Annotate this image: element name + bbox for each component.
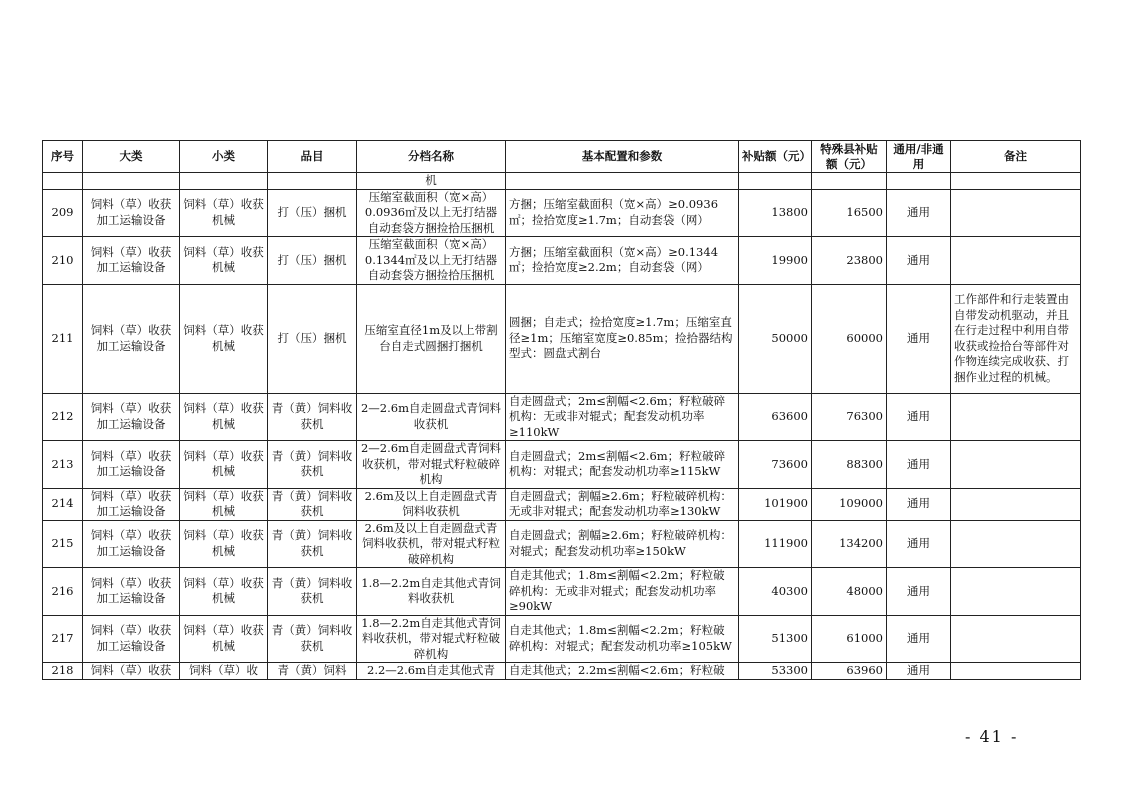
row-special-subsidy: 88300	[812, 441, 887, 489]
row-subcategory: 饲料（草）收获机械	[180, 284, 268, 393]
row-special-subsidy: 61000	[812, 615, 887, 663]
row-item: 打（压）捆机	[268, 189, 357, 237]
row-no: 209	[43, 189, 83, 237]
row-general: 通用	[887, 393, 951, 441]
row-config: 自走圆盘式；2m≤割幅<2.6m；籽粒破碎机构：对辊式；配套发动机功率≥115kW	[506, 441, 739, 489]
table-row	[43, 615, 1081, 663]
row-config: 方捆；压缩室截面积（宽×高）≥0.1344㎡；捡拾宽度≥2.2m；自动套袋（网）	[506, 237, 739, 285]
row-special-subsidy: 60000	[812, 284, 887, 393]
row-remark: 工作部件和行走装置由自带发动机驱动，并且在行走过程中利用自带收获或捡拾台等部件对作物连续完成收获、打捆作业过程的机械。	[951, 284, 1081, 393]
row-config: 自走圆盘式；割幅≥2.6m；籽粒破碎机构：对辊式；配套发动机功率≥150kW	[506, 520, 739, 568]
row-config: 自走其他式；2.2m≤割幅<2.6m；籽粒破	[506, 663, 739, 680]
row-subsidy: 51300	[739, 615, 812, 663]
row-category: 饲料（草）收获加工运输设备	[83, 237, 180, 285]
row-subcategory: 饲料（草）收获机械	[180, 520, 268, 568]
row-subsidy: 53300	[739, 663, 812, 680]
row-subcategory: 饲料（草）收获机械	[180, 441, 268, 489]
row-general: 通用	[887, 488, 951, 520]
header-subsidy: 补贴额（元）	[739, 141, 812, 173]
row-category: 饲料（草）收获加工运输设备	[83, 441, 180, 489]
row-subcategory: 饲料（草）收获机械	[180, 615, 268, 663]
row-remark	[951, 568, 1081, 616]
header-row	[43, 141, 1081, 173]
row-tier: 压缩室截面积（宽×高）0.0936㎡及以上无打结器自动套袋方捆捡拾压捆机	[357, 189, 506, 237]
row-tier: 压缩室直径1m及以上带割台自走式圆捆打捆机	[357, 284, 506, 393]
table-row	[43, 237, 1081, 285]
continuation-row	[43, 173, 1081, 190]
row-subsidy: 40300	[739, 568, 812, 616]
row-config: 自走圆盘式；2m≤割幅<2.6m；籽粒破碎机构：无或非对辊式；配套发动机功率≥110kW	[506, 393, 739, 441]
row-general: 通用	[887, 615, 951, 663]
row-general: 通用	[887, 520, 951, 568]
row-category: 饲料（草）收获加工运输设备	[83, 393, 180, 441]
row-subsidy: 111900	[739, 520, 812, 568]
table-row	[43, 284, 1081, 393]
row-special-subsidy: 76300	[812, 393, 887, 441]
continuation-text: 机	[357, 173, 506, 190]
header-subcategory: 小类	[180, 141, 268, 173]
row-subcategory: 饲料（草）收获机械	[180, 568, 268, 616]
row-item: 青（黄）饲料收获机	[268, 615, 357, 663]
table-row	[43, 663, 1081, 680]
row-item: 打（压）捆机	[268, 284, 357, 393]
row-no: 216	[43, 568, 83, 616]
row-subcategory: 饲料（草）收	[180, 663, 268, 680]
subsidy-table	[42, 140, 1081, 680]
row-subcategory: 饲料（草）收获机械	[180, 237, 268, 285]
page-number: - 41 -	[965, 727, 1019, 746]
header-no: 序号	[43, 141, 83, 173]
row-config: 自走圆盘式；割幅≥2.6m；籽粒破碎机构：无或非对辊式；配套发动机功率≥130kW	[506, 488, 739, 520]
row-item: 青（黄）饲料收获机	[268, 441, 357, 489]
row-remark	[951, 615, 1081, 663]
row-general: 通用	[887, 568, 951, 616]
row-no: 213	[43, 441, 83, 489]
row-category: 饲料（草）收获加工运输设备	[83, 488, 180, 520]
row-special-subsidy: 23800	[812, 237, 887, 285]
row-special-subsidy: 63960	[812, 663, 887, 680]
header-item: 品目	[268, 141, 357, 173]
row-category: 饲料（草）收获	[83, 663, 180, 680]
row-remark	[951, 520, 1081, 568]
table-row	[43, 441, 1081, 489]
row-special-subsidy: 109000	[812, 488, 887, 520]
header-tier: 分档名称	[357, 141, 506, 173]
row-item: 青（黄）饲料收获机	[268, 393, 357, 441]
row-category: 饲料（草）收获加工运输设备	[83, 189, 180, 237]
row-tier: 1.8—2.2m自走其他式青饲料收获机	[357, 568, 506, 616]
header-general: 通用/非通用	[887, 141, 951, 173]
header-remark: 备注	[951, 141, 1081, 173]
row-tier: 2.2—2.6m自走其他式青	[357, 663, 506, 680]
row-subsidy: 13800	[739, 189, 812, 237]
row-subsidy: 50000	[739, 284, 812, 393]
row-category: 饲料（草）收获加工运输设备	[83, 615, 180, 663]
row-subcategory: 饲料（草）收获机械	[180, 488, 268, 520]
row-subsidy: 73600	[739, 441, 812, 489]
row-no: 215	[43, 520, 83, 568]
row-general: 通用	[887, 663, 951, 680]
row-subsidy: 63600	[739, 393, 812, 441]
row-item: 青（黄）饲料收获机	[268, 488, 357, 520]
header-category: 大类	[83, 141, 180, 173]
row-subcategory: 饲料（草）收获机械	[180, 189, 268, 237]
row-tier: 2.6m及以上自走圆盘式青饲料收获机	[357, 488, 506, 520]
row-subsidy: 19900	[739, 237, 812, 285]
row-no: 214	[43, 488, 83, 520]
row-subsidy: 101900	[739, 488, 812, 520]
row-remark	[951, 663, 1081, 680]
row-general: 通用	[887, 189, 951, 237]
row-no: 210	[43, 237, 83, 285]
row-remark	[951, 488, 1081, 520]
row-item: 青（黄）饲料收获机	[268, 520, 357, 568]
row-remark	[951, 237, 1081, 285]
row-tier: 2—2.6m自走圆盘式青饲料收获机	[357, 393, 506, 441]
row-remark	[951, 441, 1081, 489]
table-row	[43, 189, 1081, 237]
row-special-subsidy: 16500	[812, 189, 887, 237]
row-tier: 压缩室截面积（宽×高）0.1344㎡及以上无打结器自动套袋方捆捡拾压捆机	[357, 237, 506, 285]
row-remark	[951, 189, 1081, 237]
row-category: 饲料（草）收获加工运输设备	[83, 284, 180, 393]
table-row	[43, 520, 1081, 568]
row-category: 饲料（草）收获加工运输设备	[83, 568, 180, 616]
row-general: 通用	[887, 441, 951, 489]
row-no: 218	[43, 663, 83, 680]
table-row	[43, 488, 1081, 520]
row-item: 打（压）捆机	[268, 237, 357, 285]
row-config: 圆捆；自走式；捡拾宽度≥1.7m；压缩室直径≥1m；压缩室宽度≥0.85m；捡拾器结构型式：圆盘式割台	[506, 284, 739, 393]
table-row	[43, 568, 1081, 616]
row-item: 青（黄）饲料	[268, 663, 357, 680]
row-config: 自走其他式；1.8m≤割幅<2.2m；籽粒破碎机构：无或非对辊式；配套发动机功率≥90kW	[506, 568, 739, 616]
row-tier: 2.6m及以上自走圆盘式青饲料收获机，带对辊式籽粒破碎机构	[357, 520, 506, 568]
header-special-subsidy: 特殊县补贴额（元）	[812, 141, 887, 173]
row-special-subsidy: 48000	[812, 568, 887, 616]
row-config: 自走其他式；1.8m≤割幅<2.2m；籽粒破碎机构：对辊式；配套发动机功率≥105kW	[506, 615, 739, 663]
row-general: 通用	[887, 237, 951, 285]
header-config: 基本配置和参数	[506, 141, 739, 173]
row-remark	[951, 393, 1081, 441]
row-no: 211	[43, 284, 83, 393]
row-tier: 1.8—2.2m自走其他式青饲料收获机，带对辊式籽粒破碎机构	[357, 615, 506, 663]
row-config: 方捆；压缩室截面积（宽×高）≥0.0936㎡；捡拾宽度≥1.7m；自动套袋（网）	[506, 189, 739, 237]
row-subcategory: 饲料（草）收获机械	[180, 393, 268, 441]
row-general: 通用	[887, 284, 951, 393]
row-category: 饲料（草）收获加工运输设备	[83, 520, 180, 568]
row-no: 212	[43, 393, 83, 441]
row-special-subsidy: 134200	[812, 520, 887, 568]
row-tier: 2—2.6m自走圆盘式青饲料收获机，带对辊式籽粒破碎机构	[357, 441, 506, 489]
row-item: 青（黄）饲料收获机	[268, 568, 357, 616]
table-row	[43, 393, 1081, 441]
row-no: 217	[43, 615, 83, 663]
